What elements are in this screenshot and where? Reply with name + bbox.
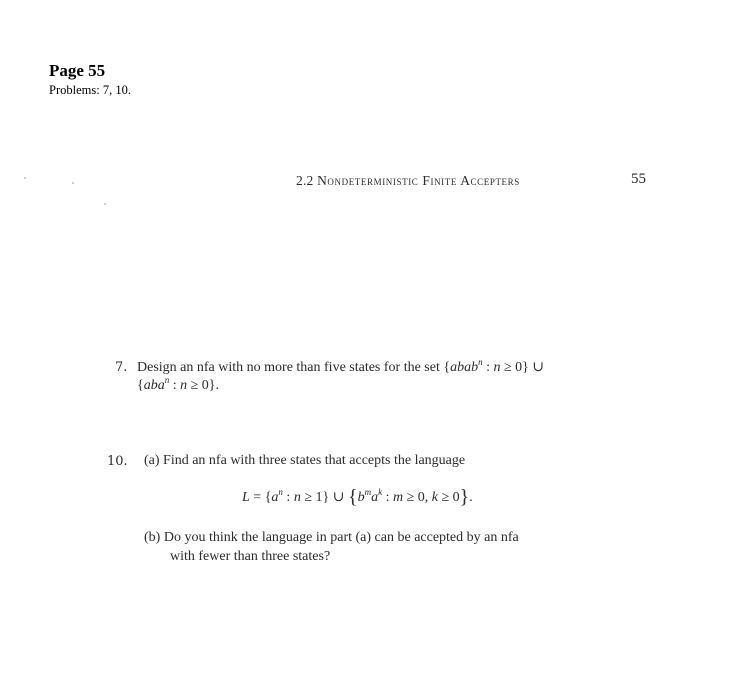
problem-7-set-1: {abab$^n$ : n ≥ 0} ∪	[443, 357, 545, 375]
running-head	[296, 173, 520, 189]
scan-speck	[104, 203, 106, 205]
part-b-text-line-2: with fewer than three states?	[170, 549, 331, 564]
problem-number: 10.	[107, 454, 128, 469]
part-b-text-line-1: Do you think the language in part (a) can be accepted by an nfa	[163, 530, 519, 545]
problem-7-line-1	[137, 359, 544, 376]
section-number: 2.2	[296, 173, 314, 188]
language-formula: $L = \{a^n$ : n ≥ 1} ∪ {$b^ma^k$ : m ≥ 0, k ≥ 0}.	[242, 486, 473, 508]
part-a-text: Find an nfa with three states that accepts the language	[163, 453, 466, 468]
part-a-label: (a)	[144, 453, 160, 468]
problem-7-set-2: {aba$^n$ : n ≥ 0}.	[137, 375, 220, 393]
book-page-number: 55	[631, 171, 646, 187]
scan-speck	[24, 177, 26, 179]
scan-speck	[72, 182, 74, 184]
problem-7-text: Design an nfa with no more than five states for the set	[137, 360, 440, 375]
page-heading: Page 55	[49, 61, 106, 80]
problems-list: Problems: 7, 10.	[49, 83, 131, 97]
problem-10-part-b	[144, 530, 519, 546]
problem-10-part-a	[144, 453, 465, 469]
problem-number: 7.	[115, 360, 128, 375]
part-b-label: (b)	[144, 530, 161, 545]
section-title: Nondeterministic Finite Accepters	[317, 173, 520, 188]
